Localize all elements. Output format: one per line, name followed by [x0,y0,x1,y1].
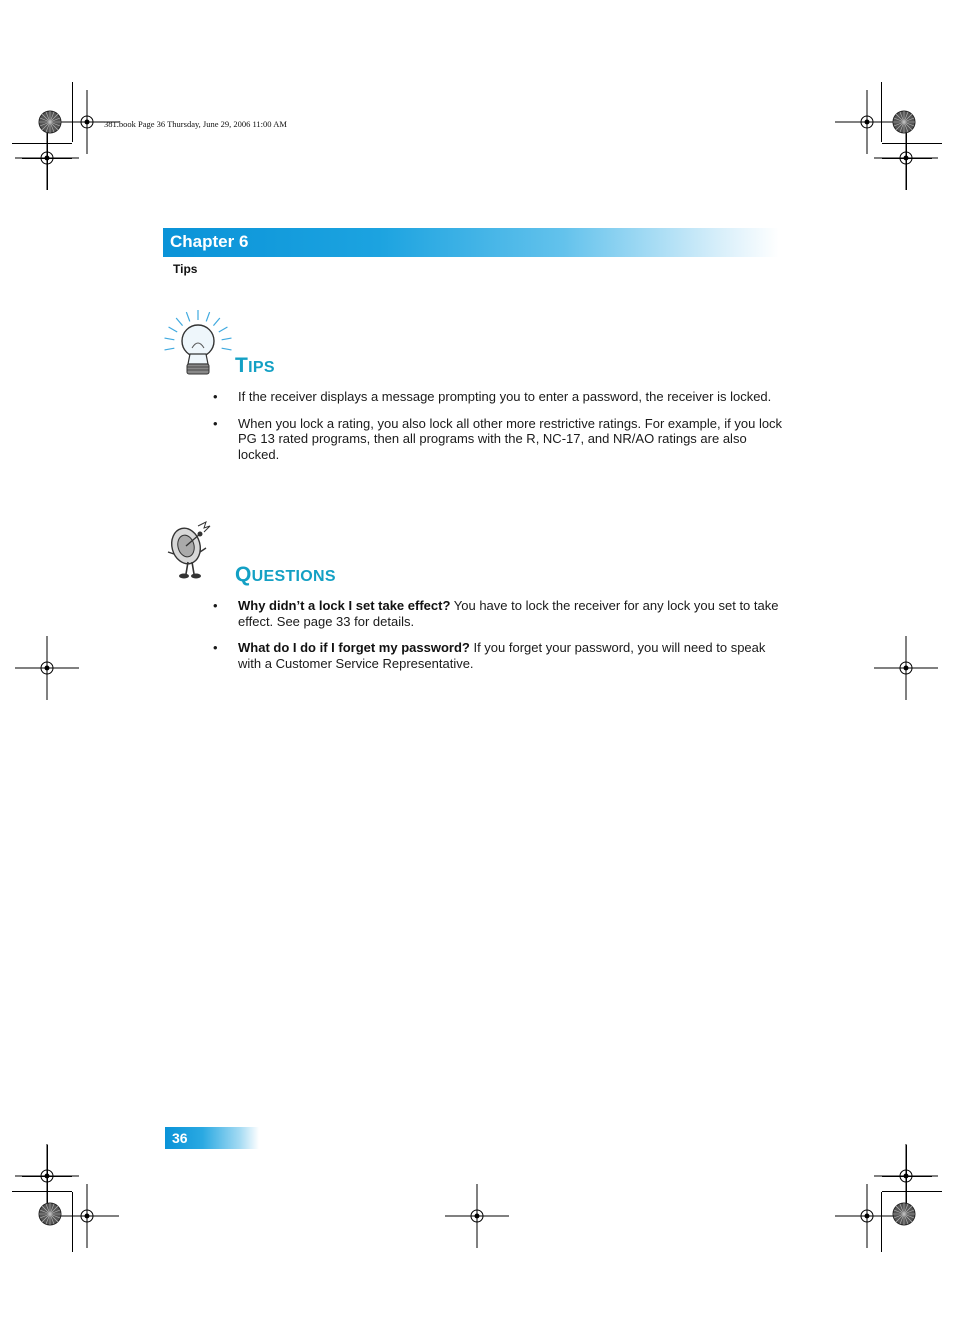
tips-list [212,389,788,473]
list-item: • Why didn’t a lock I set take effect? You have to lock the receiver for any lock you set to take effect. See page 33 for details. [213,598,779,629]
light-bulb-icon [163,308,233,380]
list-item: • What do I do if I forget my password? If you forget your password, you will need to speak with a Customer Service Representative. [213,640,766,671]
book-info-line: 381.book Page 36 Thursday, June 29, 2006 11:00 AM [104,119,287,129]
list-item: • When you lock a rating, you also lock all other more restrictive ratings. For example, if you lock PG 13 rated programs, then all programs with the R, NC-17, and NR/AO ratings are also locked. [213,415,783,462]
page-number-bar [165,1127,259,1149]
chapter-header-bar [163,228,779,257]
section-crumb: Tips [173,262,198,276]
questions-list [212,598,788,682]
questions-heading: QUESTIONS [235,563,336,586]
page-number: 36 [172,1130,188,1146]
chapter-title: Chapter 6 [170,232,249,251]
list-item: • If the receiver displays a message prompting you to enter a password, the receiver is locked. [213,389,772,404]
tips-heading: TIPS [235,354,275,377]
satellite-dish-mascot-icon [166,518,218,584]
